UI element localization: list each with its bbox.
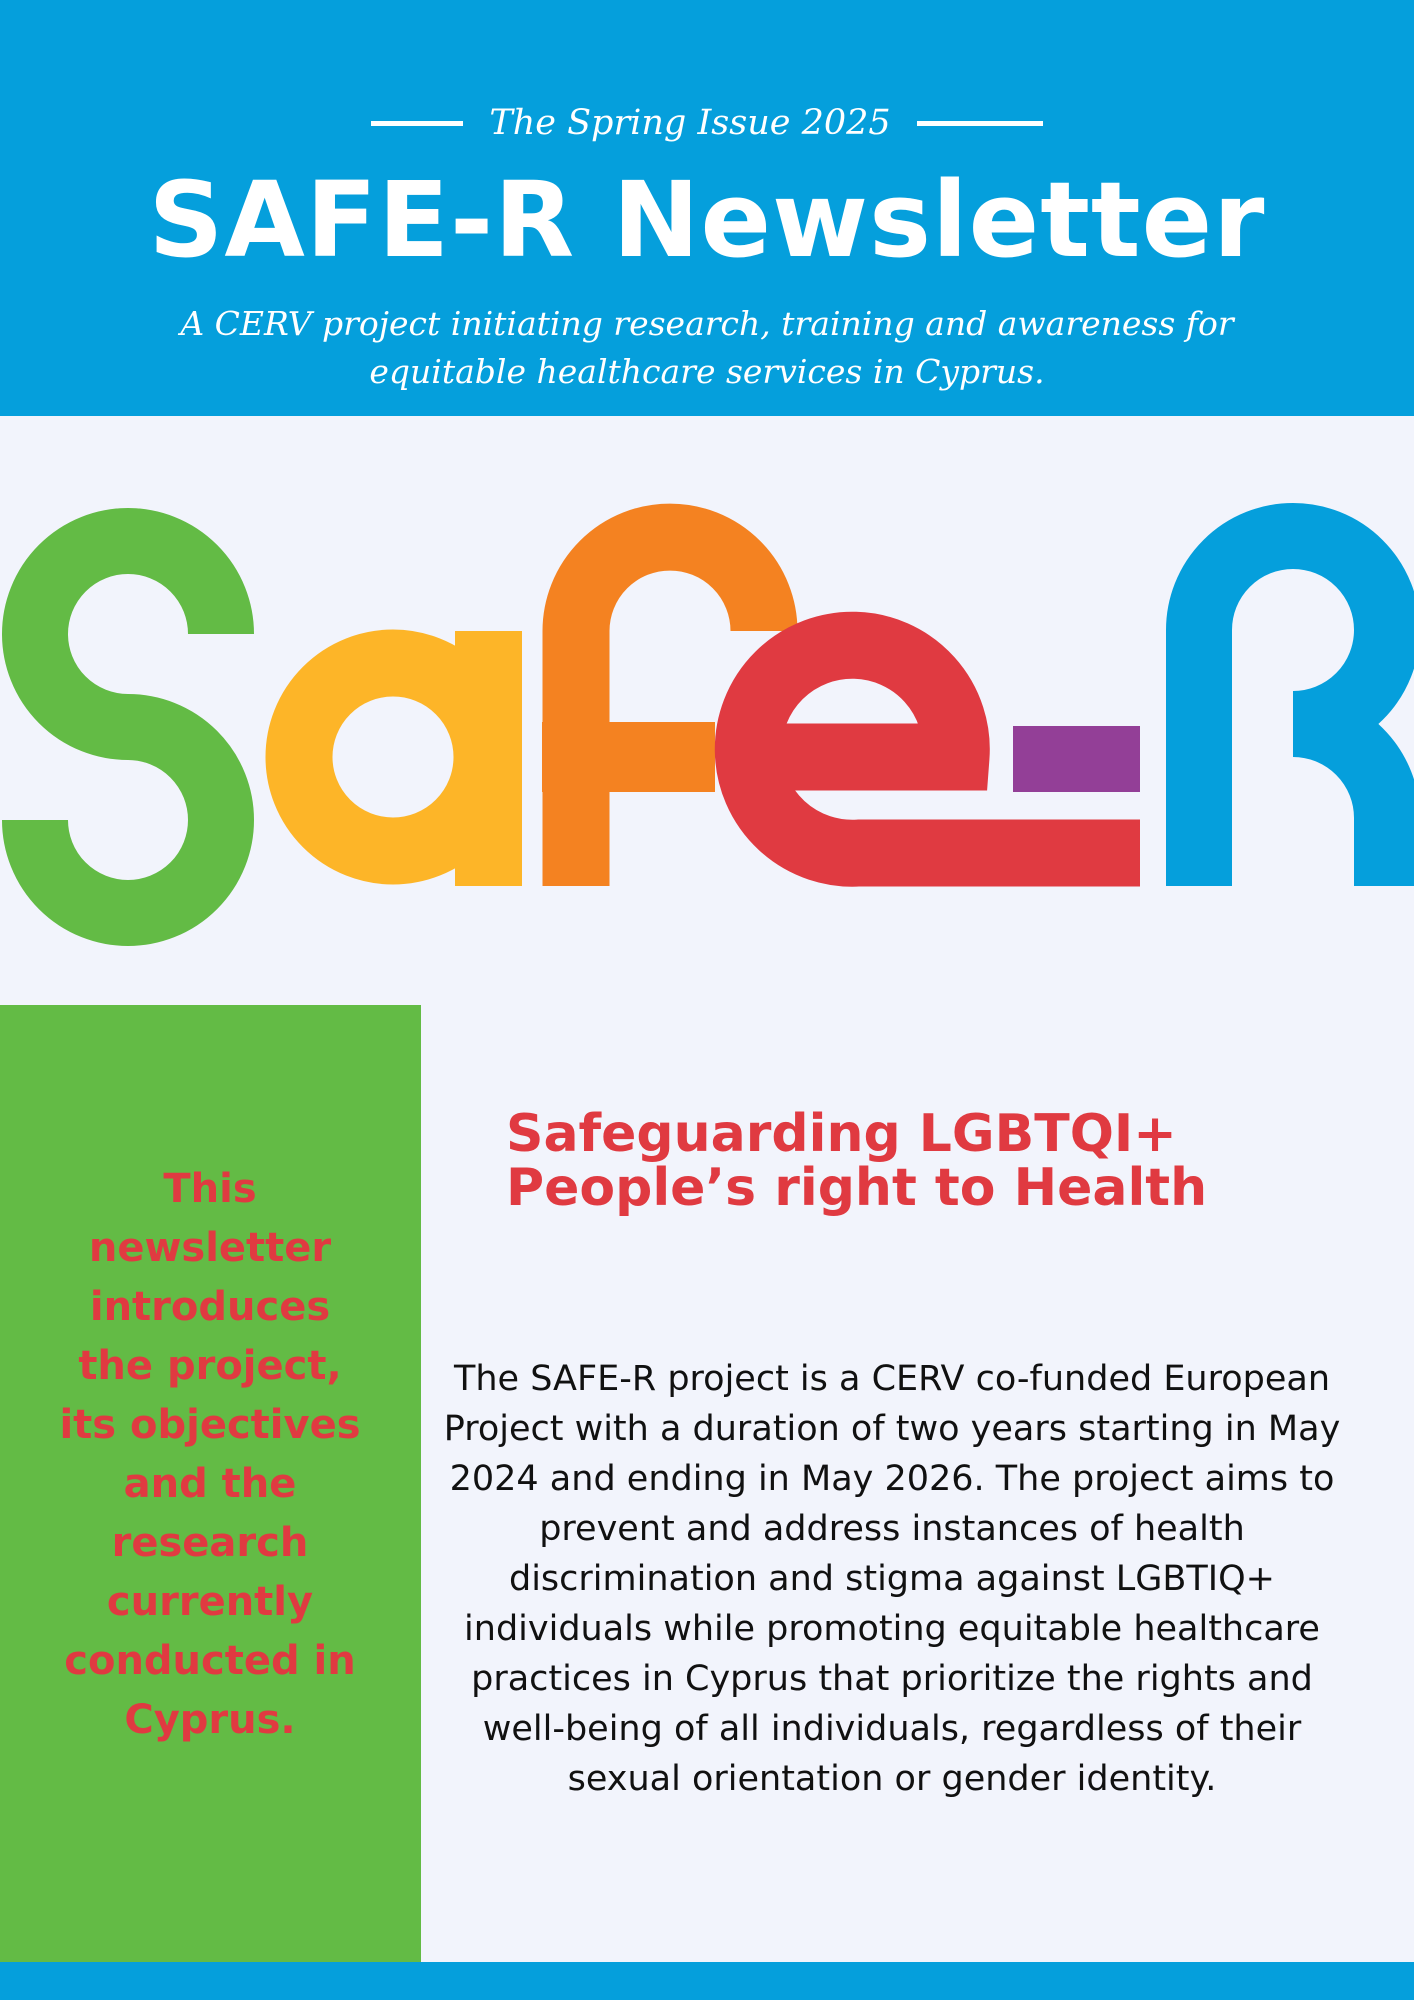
safe-r-logo bbox=[0, 416, 1414, 1006]
issue-label: The Spring Issue 2025 bbox=[489, 103, 891, 143]
newsletter-subtitle: A CERV project initiating research, training and awareness for equitable healthcare services in Cyprus. bbox=[180, 304, 1234, 391]
newsletter-title: SAFE-R Newsletter bbox=[148, 159, 1266, 281]
project-description: The SAFE-R project is a CERV co-funded European Project with a duration of two years starting in May 2024 and ending in May 2026. The project aims to prevent and address instances of health discrimination and stigma against LGBTIQ+ individuals while promoting equitable healthcare practices in Cyprus that prioritize the rights and well-being of all individuals, regardless of their sexual orientation or gender identity. bbox=[443, 1359, 1341, 1799]
issue-divider-right bbox=[917, 121, 1043, 126]
section-heading: Safeguarding LGBTQI+ People’s right to Health bbox=[506, 1104, 1208, 1218]
logo-letter-s bbox=[35, 541, 221, 913]
issue-row bbox=[0, 98, 1414, 148]
intro-text: This newsletter introduces the project, its objectives and the research currently conducted in Cyprus. bbox=[59, 1166, 361, 1743]
footer-band bbox=[0, 1962, 1414, 2000]
issue-divider-left bbox=[371, 121, 463, 126]
logo-dash bbox=[1013, 726, 1140, 792]
logo-letter-f-bar bbox=[542, 722, 715, 792]
logo-letter-a-stem bbox=[455, 631, 522, 886]
logo-letter-r bbox=[1199, 536, 1387, 886]
